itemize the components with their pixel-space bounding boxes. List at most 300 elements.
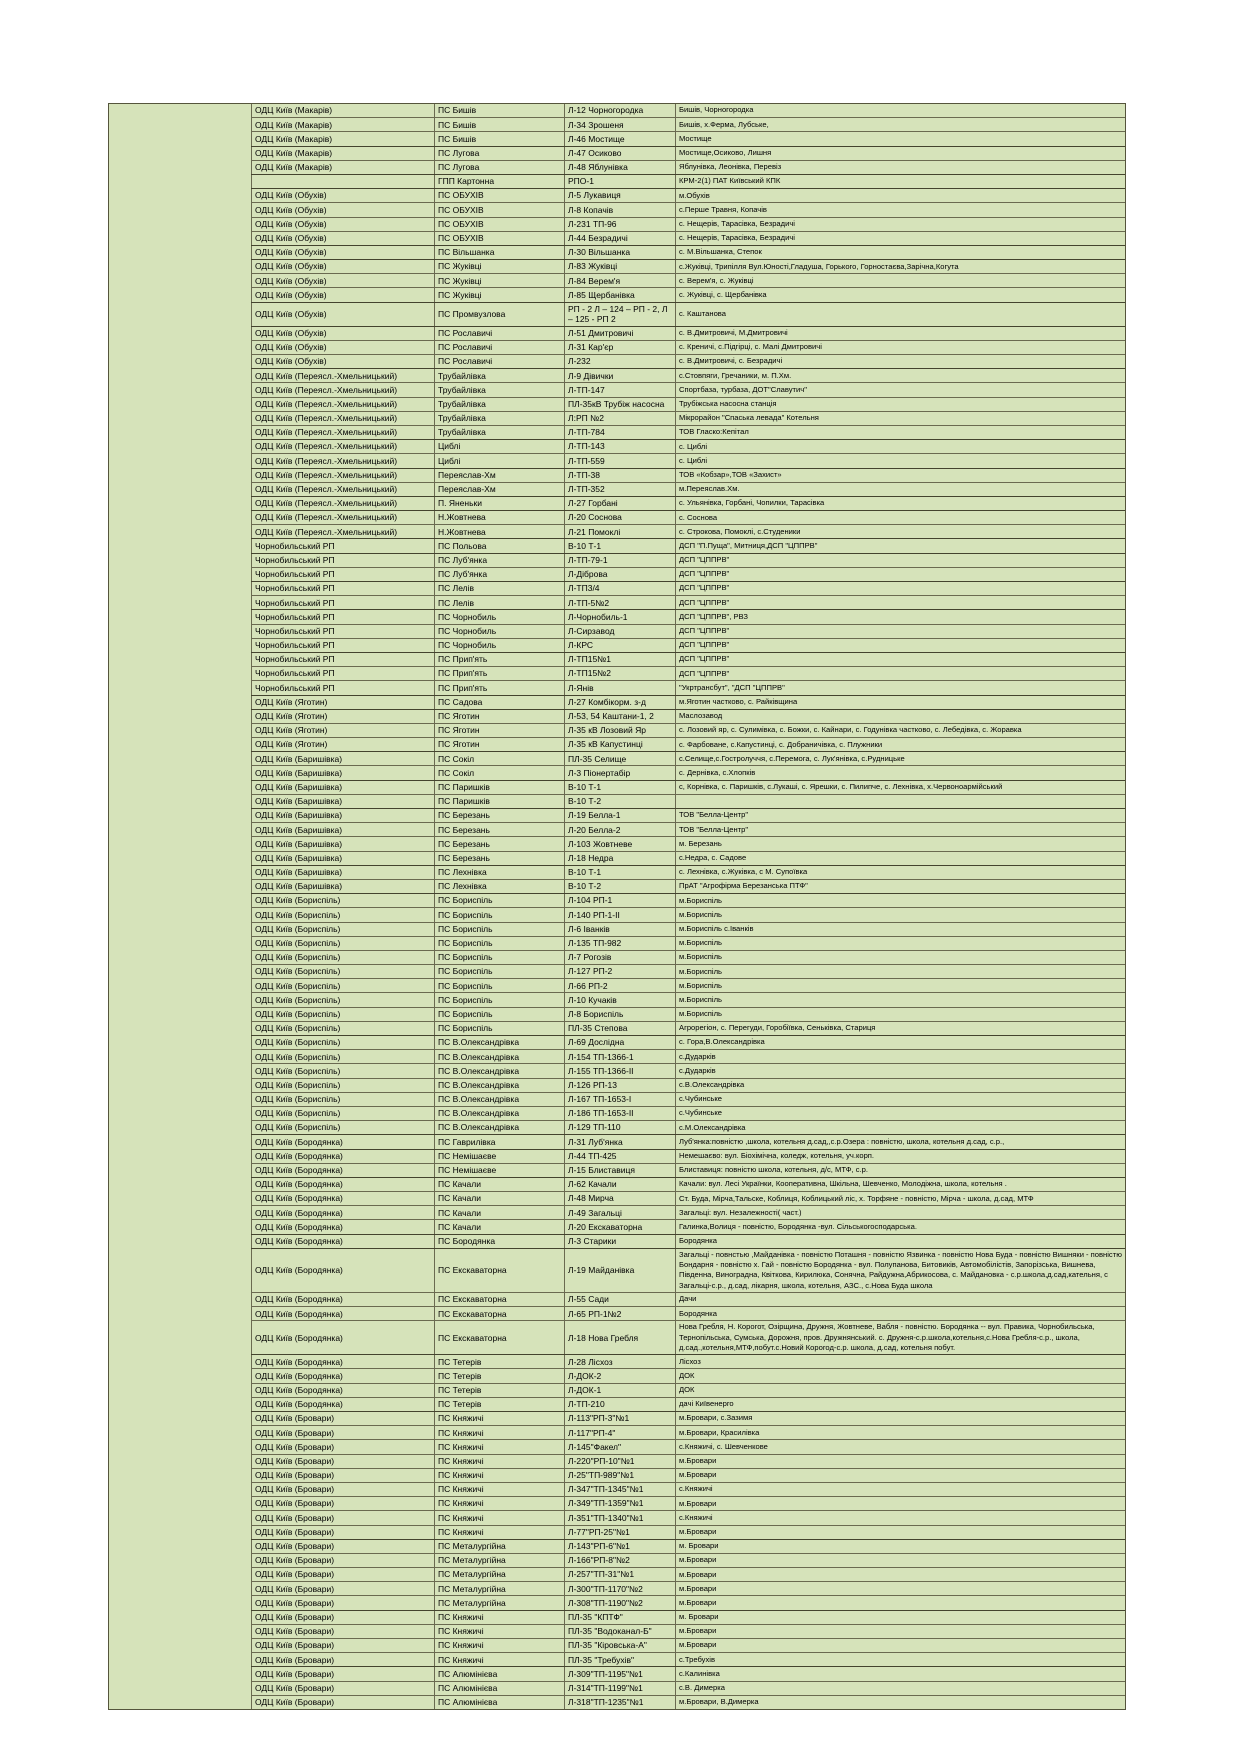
table-row	[251, 936, 1125, 950]
cell-substation: ПС Княжичі	[434, 1469, 564, 1482]
cell-dispatch-center: ОДЦ Київ (Бориспіль)	[251, 993, 434, 1006]
cell-substation: Трубайлівка	[434, 412, 564, 425]
cell-line: Л-186 ТП-1653-ІІ	[564, 1107, 675, 1120]
cell-line: ПЛ-35 Селище	[564, 752, 675, 765]
cell-dispatch-center: ОДЦ Київ (Бородянка)	[251, 1135, 434, 1148]
table-row	[251, 1368, 1125, 1382]
cell-substation: ПС Тетерів	[434, 1355, 564, 1368]
cell-localities: Маслозавод	[675, 710, 1125, 723]
cell-line: Л-ТП3/4	[564, 582, 675, 595]
cell-substation: ПС Княжичі	[434, 1611, 564, 1624]
table-row	[251, 907, 1125, 921]
cell-dispatch-center: ОДЦ Київ (Бориспіль)	[251, 908, 434, 921]
cell-dispatch-center: ОДЦ Київ (Переясл.-Хмельницький)	[251, 426, 434, 439]
cell-line: Л-ТП-784	[564, 426, 675, 439]
cell-substation: ПС Яготин	[434, 724, 564, 737]
cell-substation: ПС Качали	[434, 1178, 564, 1191]
cell-dispatch-center: ОДЦ Київ (Бровари)	[251, 1682, 434, 1695]
power-lines-table	[251, 103, 1126, 1710]
cell-line: Л-103 Жовтневе	[564, 837, 675, 850]
cell-line: Л-7 Рогозів	[564, 951, 675, 964]
cell-line: Л-48 Яблунівка	[564, 161, 675, 174]
cell-dispatch-center: Чорнобильський РП	[251, 681, 434, 694]
cell-substation: ПС Бориспіль	[434, 979, 564, 992]
cell-substation: Циблі	[434, 440, 564, 453]
cell-substation: ПС Бориспіль	[434, 1008, 564, 1021]
table-row	[251, 538, 1125, 552]
cell-line: Л-31 Кар'єр	[564, 341, 675, 354]
cell-dispatch-center: ОДЦ Київ (Бородянка)	[251, 1235, 434, 1248]
cell-dispatch-center: ОДЦ Київ (Обухів)	[251, 260, 434, 273]
table-row	[251, 1581, 1125, 1595]
cell-localities: с.Чубинське	[675, 1107, 1125, 1120]
table-row	[251, 666, 1125, 680]
cell-line: Л-314"ТП-1199"№1	[564, 1682, 675, 1695]
table-row	[251, 680, 1125, 694]
cell-dispatch-center: ОДЦ Київ (Бориспіль)	[251, 894, 434, 907]
cell-localities: Яблунівка, Леонівка, Перевіз	[675, 161, 1125, 174]
cell-dispatch-center: ОДЦ Київ (Переясл.-Хмельницький)	[251, 454, 434, 467]
table-row	[251, 609, 1125, 623]
cell-dispatch-center: ОДЦ Київ (Переясл.-Хмельницький)	[251, 440, 434, 453]
cell-substation: ПС Паришків	[434, 795, 564, 808]
cell-localities: ПрАТ "Агрофірма Березанська ПТФ"	[675, 880, 1125, 893]
cell-substation: ПС Яготин	[434, 710, 564, 723]
table-row	[251, 978, 1125, 992]
cell-line: Л-66 РП-2	[564, 979, 675, 992]
cell-line: ПЛ-35 "КПТФ"	[564, 1611, 675, 1624]
table-row	[251, 1681, 1125, 1695]
cell-substation: ПС Бородянка	[434, 1235, 564, 1248]
cell-localities: с.Требухів	[675, 1653, 1125, 1666]
cell-dispatch-center: Чорнобильський РП	[251, 554, 434, 567]
cell-localities: Нова Гребля, Н. Корогот, Озірщина, Дружня, Жовтневе, Вабля - повністю. Бородянка -- вул. Правика, Чорнобильська, Тернопільська, Сумська, Дорожня, пров. Дружнянський. с. Дружня-с.р.школа,котельня,с.Нова Гребля-с.р., школа, д.сад.,котельня,МТФ,побут.с.Новий Корогод-с.р. школа, д.сад, котельня побут.	[675, 1321, 1125, 1354]
table-row	[251, 765, 1125, 779]
cell-localities: м. Бровари	[675, 1611, 1125, 1624]
cell-dispatch-center: ОДЦ Київ (Бровари)	[251, 1455, 434, 1468]
cell-substation: ПС Промвузлова	[434, 303, 564, 326]
cell-localities: Загальці: вул. Незалежності( част.)	[675, 1206, 1125, 1219]
cell-substation: ПС Екскаваторна	[434, 1307, 564, 1320]
cell-line: Л-232	[564, 355, 675, 368]
cell-line: Л-Чорнобиль-1	[564, 610, 675, 623]
cell-dispatch-center: ОДЦ Київ (Бровари)	[251, 1667, 434, 1680]
cell-line: Л-Сирзавод	[564, 625, 675, 638]
table-row	[251, 1567, 1125, 1581]
cell-substation: ПС ОБУХІВ	[434, 218, 564, 231]
cell-dispatch-center: ОДЦ Київ (Бровари)	[251, 1497, 434, 1510]
cell-dispatch-center: ОДЦ Київ (Баришівка)	[251, 837, 434, 850]
cell-line: Л-351"ТП-1340"№1	[564, 1511, 675, 1524]
table-row	[251, 581, 1125, 595]
cell-substation: ПС Прип'ять	[434, 667, 564, 680]
cell-substation: Циблі	[434, 454, 564, 467]
table-row	[251, 496, 1125, 510]
cell-dispatch-center: ОДЦ Київ (Бориспіль)	[251, 1022, 434, 1035]
cell-localities: с.Дударків	[675, 1050, 1125, 1063]
cell-substation: ПС Жуківці	[434, 274, 564, 287]
cell-substation: ПС Бориспіль	[434, 965, 564, 978]
cell-substation: ПС В.Олександрівка	[434, 1064, 564, 1077]
cell-line: Л-166"РП-8"№2	[564, 1554, 675, 1567]
cell-dispatch-center: ОДЦ Київ (Макарів)	[251, 132, 434, 145]
cell-line: В-10 Т-1	[564, 781, 675, 794]
table-row	[251, 1063, 1125, 1077]
cell-substation: ПС В.Олександрівка	[434, 1121, 564, 1134]
cell-substation: Н.Жовтнева	[434, 511, 564, 524]
cell-dispatch-center: ОДЦ Київ (Бориспіль)	[251, 1093, 434, 1106]
cell-localities: м.Бориспіль	[675, 993, 1125, 1006]
cell-localities: с.В. Димерка	[675, 1682, 1125, 1695]
cell-localities: с. Нещерів, Тарасівка, Безрадичі	[675, 218, 1125, 231]
cell-line: Л-27 Горбані	[564, 497, 675, 510]
cell-localities: м.Бровари	[675, 1554, 1125, 1567]
cell-localities: с. Дернівка, с.Хлопків	[675, 766, 1125, 779]
table-row	[251, 1638, 1125, 1652]
table-row	[251, 1248, 1125, 1292]
cell-line: Л-35 кВ Лозовий Яр	[564, 724, 675, 737]
cell-substation: ПС Лехнівка	[434, 866, 564, 879]
cell-line: Л-12 Чорногородка	[564, 104, 675, 117]
cell-line: Л-9 Дівички	[564, 369, 675, 382]
cell-localities: Агрорегіон, с. Перегуди, Горобіївка, Сеньківка, Стариця	[675, 1022, 1125, 1035]
table-row	[251, 1163, 1125, 1177]
cell-substation: ПС Бишів	[434, 132, 564, 145]
cell-dispatch-center: Чорнобильський РП	[251, 596, 434, 609]
cell-substation: ПС Рославичі	[434, 355, 564, 368]
table-row	[251, 1595, 1125, 1609]
cell-line: Л-53, 54 Каштани-1, 2	[564, 710, 675, 723]
cell-localities: с.Селище,с.Гостролуччя, с.Перемога, с. Лук'янівка, с.Рудницьке	[675, 752, 1125, 765]
cell-dispatch-center: ОДЦ Київ (Бородянка)	[251, 1220, 434, 1233]
cell-localities: м. Бровари	[675, 1540, 1125, 1553]
cell-dispatch-center: ОДЦ Київ (Бровари)	[251, 1653, 434, 1666]
cell-line: Л-85 Щербанівка	[564, 288, 675, 301]
cell-dispatch-center: ОДЦ Київ (Бровари)	[251, 1554, 434, 1567]
cell-dispatch-center: ОДЦ Київ (Переясл.-Хмельницький)	[251, 483, 434, 496]
cell-line: Л-6 Іванків	[564, 923, 675, 936]
cell-substation: ПС Бориспіль	[434, 923, 564, 936]
cell-localities: Лісхоз	[675, 1355, 1125, 1368]
cell-substation: ПС Бориспіль	[434, 951, 564, 964]
cell-dispatch-center: ОДЦ Київ (Бровари)	[251, 1639, 434, 1652]
cell-substation: ПС Сокіл	[434, 752, 564, 765]
table-row	[251, 751, 1125, 765]
cell-dispatch-center: ОДЦ Київ (Макарів)	[251, 104, 434, 117]
cell-line: Л-135 ТП-982	[564, 937, 675, 950]
cell-dispatch-center: ОДЦ Київ (Баришівка)	[251, 866, 434, 879]
cell-substation: Переяслав-Хм	[434, 483, 564, 496]
cell-dispatch-center: ОДЦ Київ (Бориспіль)	[251, 951, 434, 964]
cell-localities: с.Перше Травня, Копачів	[675, 203, 1125, 216]
cell-dispatch-center: ОДЦ Київ (Баришівка)	[251, 766, 434, 779]
cell-line: Л-ТП-5№2	[564, 596, 675, 609]
table-row	[251, 709, 1125, 723]
table-row	[251, 1106, 1125, 1120]
cell-dispatch-center: ОДЦ Київ (Бровари)	[251, 1469, 434, 1482]
table-row	[251, 1510, 1125, 1524]
cell-line: ПЛ-35кВ Трубіж насосна	[564, 398, 675, 411]
cell-substation: ПС Яготин	[434, 738, 564, 751]
cell-substation: ПС Прип'ять	[434, 653, 564, 666]
cell-dispatch-center: ОДЦ Київ (Переясл.-Хмельницький)	[251, 469, 434, 482]
cell-dispatch-center: ОДЦ Київ (Макарів)	[251, 161, 434, 174]
table-row	[251, 425, 1125, 439]
cell-line: Л-47 Осиково	[564, 147, 675, 160]
cell-line: Л-44 ТП-425	[564, 1150, 675, 1163]
cell-dispatch-center: ОДЦ Київ (Бородянка)	[251, 1293, 434, 1306]
table-row	[251, 103, 1125, 117]
cell-substation: ПС Княжичі	[434, 1440, 564, 1453]
cell-localities: Бородянка	[675, 1235, 1125, 1248]
cell-dispatch-center: ОДЦ Київ (Баришівка)	[251, 880, 434, 893]
cell-dispatch-center: ОДЦ Київ (Переясл.-Хмельницький)	[251, 525, 434, 538]
cell-dispatch-center: ОДЦ Київ (Бориспіль)	[251, 1064, 434, 1077]
cell-localities: м.Бориспіль	[675, 1008, 1125, 1021]
cell-dispatch-center: ОДЦ Київ (Бровари)	[251, 1596, 434, 1609]
cell-substation: ПС Качали	[434, 1206, 564, 1219]
table-row	[251, 1021, 1125, 1035]
cell-localities: м. Березань	[675, 837, 1125, 850]
table-row	[251, 723, 1125, 737]
table-row	[251, 1666, 1125, 1680]
table-row	[251, 259, 1125, 273]
table-row	[251, 1292, 1125, 1306]
cell-line: ПЛ-35 "Требухів"	[564, 1653, 675, 1666]
table-row	[251, 808, 1125, 822]
cell-line: Л-8 Бориспіль	[564, 1008, 675, 1021]
table-row	[251, 1482, 1125, 1496]
cell-dispatch-center: ОДЦ Київ (Бровари)	[251, 1440, 434, 1453]
cell-substation: ПС Алюмінієва	[434, 1696, 564, 1709]
table-row	[251, 624, 1125, 638]
table-row	[251, 1134, 1125, 1148]
cell-line: Л-ДОК-2	[564, 1369, 675, 1382]
cell-localities: м.Бровари	[675, 1625, 1125, 1638]
cell-substation: Трубайлівка	[434, 426, 564, 439]
table-row	[251, 567, 1125, 581]
cell-localities: с. Циблі	[675, 440, 1125, 453]
cell-dispatch-center: ОДЦ Київ (Бородянка)	[251, 1150, 434, 1163]
cell-dispatch-center: ОДЦ Київ (Переясл.-Хмельницький)	[251, 398, 434, 411]
cell-substation: Трубайлівка	[434, 398, 564, 411]
cell-line: Л-143"РП-6"№1	[564, 1540, 675, 1553]
cell-localities: с. Соснова	[675, 511, 1125, 524]
cell-line: Л-20 Екскаваторна	[564, 1220, 675, 1233]
cell-substation: ПС Лелів	[434, 582, 564, 595]
cell-substation: ПС Бориспіль	[434, 1022, 564, 1035]
cell-line: Л-49 Загальці	[564, 1206, 675, 1219]
cell-line: РПО-1	[564, 175, 675, 188]
cell-dispatch-center: ОДЦ Київ (Бородянка)	[251, 1164, 434, 1177]
cell-localities: Дачи	[675, 1293, 1125, 1306]
cell-localities	[675, 795, 1125, 808]
cell-line: Л-84 Верем'я	[564, 274, 675, 287]
cell-line: Л-25"ТП-989"№1	[564, 1469, 675, 1482]
table-row	[251, 354, 1125, 368]
cell-substation: ПС Княжичі	[434, 1483, 564, 1496]
cell-localities: м.Бориспіль	[675, 937, 1125, 950]
cell-dispatch-center: ОДЦ Київ (Бориспіль)	[251, 1008, 434, 1021]
table-row	[251, 851, 1125, 865]
cell-line: Л-28 Лісхоз	[564, 1355, 675, 1368]
cell-substation: ПС Княжичі	[434, 1639, 564, 1652]
cell-localities: с. Строкова, Помоклі, с.Студеники	[675, 525, 1125, 538]
cell-localities: ДСП "ЦППРВ"	[675, 568, 1125, 581]
cell-dispatch-center: ОДЦ Київ (Баришівка)	[251, 852, 434, 865]
cell-substation: ПС Бориспіль	[434, 894, 564, 907]
table-row	[251, 992, 1125, 1006]
table-row	[251, 174, 1125, 188]
cell-localities: Мостище,Осиково, Лишня	[675, 147, 1125, 160]
cell-dispatch-center: ОДЦ Київ (Бровари)	[251, 1426, 434, 1439]
table-row	[251, 1624, 1125, 1638]
cell-dispatch-center: ОДЦ Київ (Баришівка)	[251, 823, 434, 836]
cell-dispatch-center: ОДЦ Київ (Яготин)	[251, 738, 434, 751]
cell-localities: ТОВ "Белла-Центр"	[675, 823, 1125, 836]
table-row	[251, 1306, 1125, 1320]
cell-line: Л-21 Помоклі	[564, 525, 675, 538]
cell-localities: м.Бровари	[675, 1526, 1125, 1539]
cell-substation: Трубайлівка	[434, 369, 564, 382]
cell-substation: ПС Тетерів	[434, 1384, 564, 1397]
cell-line: Л:РП №2	[564, 412, 675, 425]
cell-localities: м.Бровари, Красилівка	[675, 1426, 1125, 1439]
cell-substation: ПС Бориспіль	[434, 908, 564, 921]
cell-substation: ПС В.Олександрівка	[434, 1107, 564, 1120]
table-row	[251, 131, 1125, 145]
cell-substation: ПС Металургійна	[434, 1568, 564, 1581]
cell-line: Л-8 Копачів	[564, 203, 675, 216]
cell-line: Л-ТП-352	[564, 483, 675, 496]
cell-line: Л-117"РП-4"	[564, 1426, 675, 1439]
cell-line: Л-65 РП-1№2	[564, 1307, 675, 1320]
cell-line: Л-20 Соснова	[564, 511, 675, 524]
cell-dispatch-center: ОДЦ Київ (Бориспіль)	[251, 1107, 434, 1120]
cell-line: Л-15 Блиставиця	[564, 1164, 675, 1177]
cell-substation: ПС Княжичі	[434, 1455, 564, 1468]
cell-line: В-10 Т-2	[564, 795, 675, 808]
cell-substation: ПС Чорнобиль	[434, 639, 564, 652]
cell-substation: ПС Качали	[434, 1192, 564, 1205]
table-row	[251, 368, 1125, 382]
cell-dispatch-center	[251, 175, 434, 188]
table-row	[251, 1553, 1125, 1567]
cell-dispatch-center: ОДЦ Київ (Бровари)	[251, 1526, 434, 1539]
cell-line: Л-318"ТП-1235"№1	[564, 1696, 675, 1709]
cell-dispatch-center: ОДЦ Київ (Бориспіль)	[251, 923, 434, 936]
cell-substation: Н.Жовтнева	[434, 525, 564, 538]
table-row	[251, 468, 1125, 482]
table-row	[251, 737, 1125, 751]
cell-localities: с. В.Дмитровичі, М.Дмитровичі	[675, 327, 1125, 340]
table-row	[251, 1219, 1125, 1233]
cell-dispatch-center: ОДЦ Київ (Бородянка)	[251, 1307, 434, 1320]
cell-line: ПЛ-35 "Кіровська-А"	[564, 1639, 675, 1652]
table-row	[251, 231, 1125, 245]
cell-dispatch-center: ОДЦ Київ (Обухів)	[251, 246, 434, 259]
cell-line: Л-27 Комбікорм. з-д	[564, 696, 675, 709]
table-row	[251, 1177, 1125, 1191]
cell-substation: ПС Сокіл	[434, 766, 564, 779]
cell-line: Л-154 ТП-1366-1	[564, 1050, 675, 1063]
table-row	[251, 1383, 1125, 1397]
table-row	[251, 1468, 1125, 1482]
cell-localities: Немешаєво: вул. Біохімічна, коледж, котельня, уч.корп.	[675, 1150, 1125, 1163]
cell-substation: ПС В.Олександрівка	[434, 1036, 564, 1049]
cell-substation: П. Яненьки	[434, 497, 564, 510]
table-row	[251, 780, 1125, 794]
cell-localities: ДСП "ЦППРВ"	[675, 582, 1125, 595]
table-row	[251, 1234, 1125, 1248]
cell-line: Л-18 Недра	[564, 852, 675, 865]
cell-line: Л-145"Факел"	[564, 1440, 675, 1453]
table-row	[251, 652, 1125, 666]
cell-localities: с.В.Олександрівка	[675, 1079, 1125, 1092]
cell-line: Л-ТП15№2	[564, 667, 675, 680]
table-row	[251, 1496, 1125, 1510]
table-row	[251, 1695, 1125, 1709]
cell-line: Л-ТП-147	[564, 383, 675, 396]
cell-localities: м.Переяслав.Хм.	[675, 483, 1125, 496]
cell-localities: Мікрорайон "Спаська левада" Котельня	[675, 412, 1125, 425]
cell-dispatch-center: ОДЦ Київ (Баришівка)	[251, 781, 434, 794]
cell-line: Л-104 РП-1	[564, 894, 675, 907]
cell-localities: с.Княжичі	[675, 1483, 1125, 1496]
cell-localities: с. М.Вільшанка, Степок	[675, 246, 1125, 259]
cell-localities: м.Бровари	[675, 1568, 1125, 1581]
cell-substation: ПС Рославичі	[434, 341, 564, 354]
cell-line: Л-30 Вільшанка	[564, 246, 675, 259]
table-row	[251, 1205, 1125, 1219]
table-row	[251, 1525, 1125, 1539]
cell-dispatch-center: ОДЦ Київ (Бровари)	[251, 1611, 434, 1624]
cell-line: РП - 2 Л – 124 – РП - 2, Л – 125 - РП 2	[564, 303, 675, 326]
cell-localities: ТОВ "Белла-Центр"	[675, 809, 1125, 822]
cell-dispatch-center: Чорнобильський РП	[251, 653, 434, 666]
cell-localities: м.Бориспіль	[675, 965, 1125, 978]
cell-substation: ПС Жуківці	[434, 260, 564, 273]
cell-substation: ПС В.Олександрівка	[434, 1093, 564, 1106]
cell-localities: с.Княжичі	[675, 1511, 1125, 1524]
cell-dispatch-center: ОДЦ Київ (Бородянка)	[251, 1355, 434, 1368]
table-row	[251, 453, 1125, 467]
cell-localities: с. Каштанова	[675, 303, 1125, 326]
table-row	[251, 160, 1125, 174]
cell-line: Л-19 Майданівка	[564, 1249, 675, 1292]
cell-line: Л-55 Сади	[564, 1293, 675, 1306]
cell-dispatch-center: ОДЦ Київ (Баришівка)	[251, 795, 434, 808]
table-row	[251, 950, 1125, 964]
cell-dispatch-center: ОДЦ Київ (Макарів)	[251, 147, 434, 160]
cell-dispatch-center: ОДЦ Київ (Яготин)	[251, 724, 434, 737]
cell-localities: м.Яготин частково, с. Райківщина	[675, 696, 1125, 709]
cell-localities: ДСП "ЦППРВ"	[675, 653, 1125, 666]
cell-substation: ПС В.Олександрівка	[434, 1079, 564, 1092]
cell-localities: дачі Київенерго	[675, 1398, 1125, 1411]
table-row	[251, 1191, 1125, 1205]
table-row	[251, 217, 1125, 231]
cell-substation: ПС Екскаваторна	[434, 1321, 564, 1354]
cell-dispatch-center: ОДЦ Київ (Бровари)	[251, 1625, 434, 1638]
table-row	[251, 245, 1125, 259]
table-row	[251, 1439, 1125, 1453]
table-row	[251, 1035, 1125, 1049]
cell-line: Л-220"РП-10"№1	[564, 1455, 675, 1468]
table-row	[251, 964, 1125, 978]
cell-line: Л-10 Кучаків	[564, 993, 675, 1006]
cell-dispatch-center: ОДЦ Київ (Обухів)	[251, 218, 434, 231]
